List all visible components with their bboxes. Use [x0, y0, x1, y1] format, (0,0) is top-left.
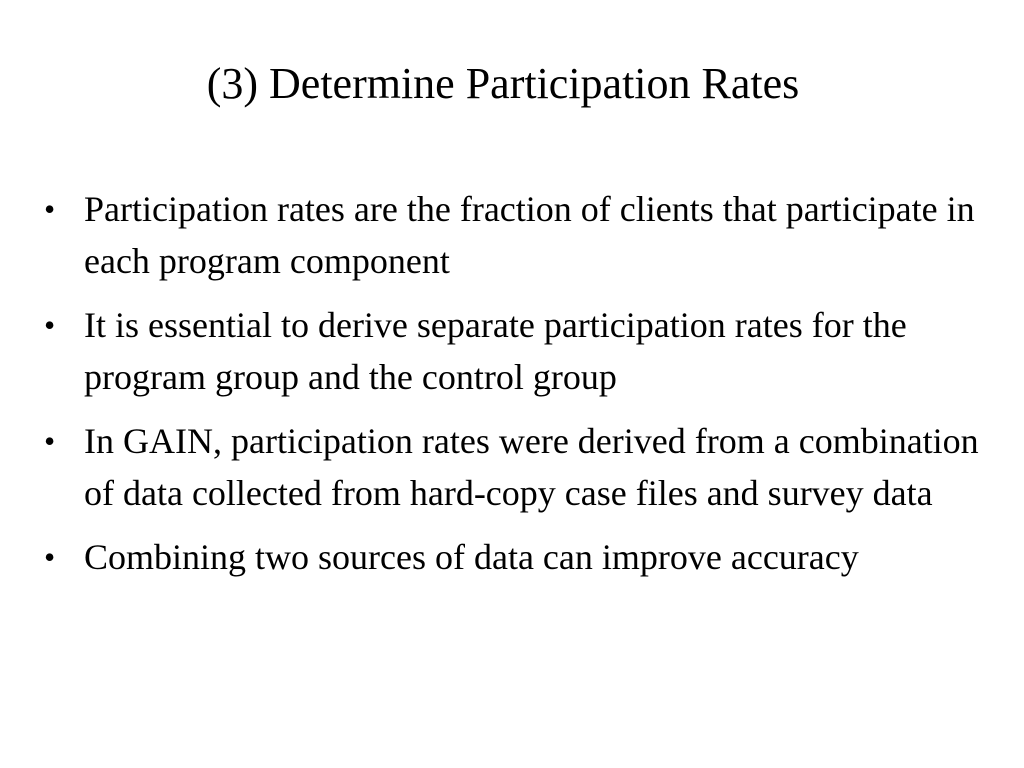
bullet-text: Participation rates are the fraction of clients that participate in each program component [84, 189, 975, 281]
bullet-item [44, 183, 1004, 287]
bullet-item [44, 531, 1004, 583]
bullet-marker: • [44, 191, 56, 227]
bullet-text: Combining two sources of data can improve accuracy [84, 537, 859, 577]
bullet-text: In GAIN, participation rates were derived from a combination of data collected from hard-copy case files and survey data [84, 421, 979, 513]
bullet-item [44, 415, 1004, 519]
bullet-text: It is essential to derive separate participation rates for the program group and the control group [84, 305, 907, 397]
bullet-list [44, 183, 1004, 595]
slide-title: (3) Determine Participation Rates [206, 59, 800, 108]
bullet-marker: • [44, 539, 56, 575]
bullet-item [44, 299, 1004, 403]
bullet-marker: • [44, 307, 56, 343]
bullet-marker: • [44, 423, 56, 459]
